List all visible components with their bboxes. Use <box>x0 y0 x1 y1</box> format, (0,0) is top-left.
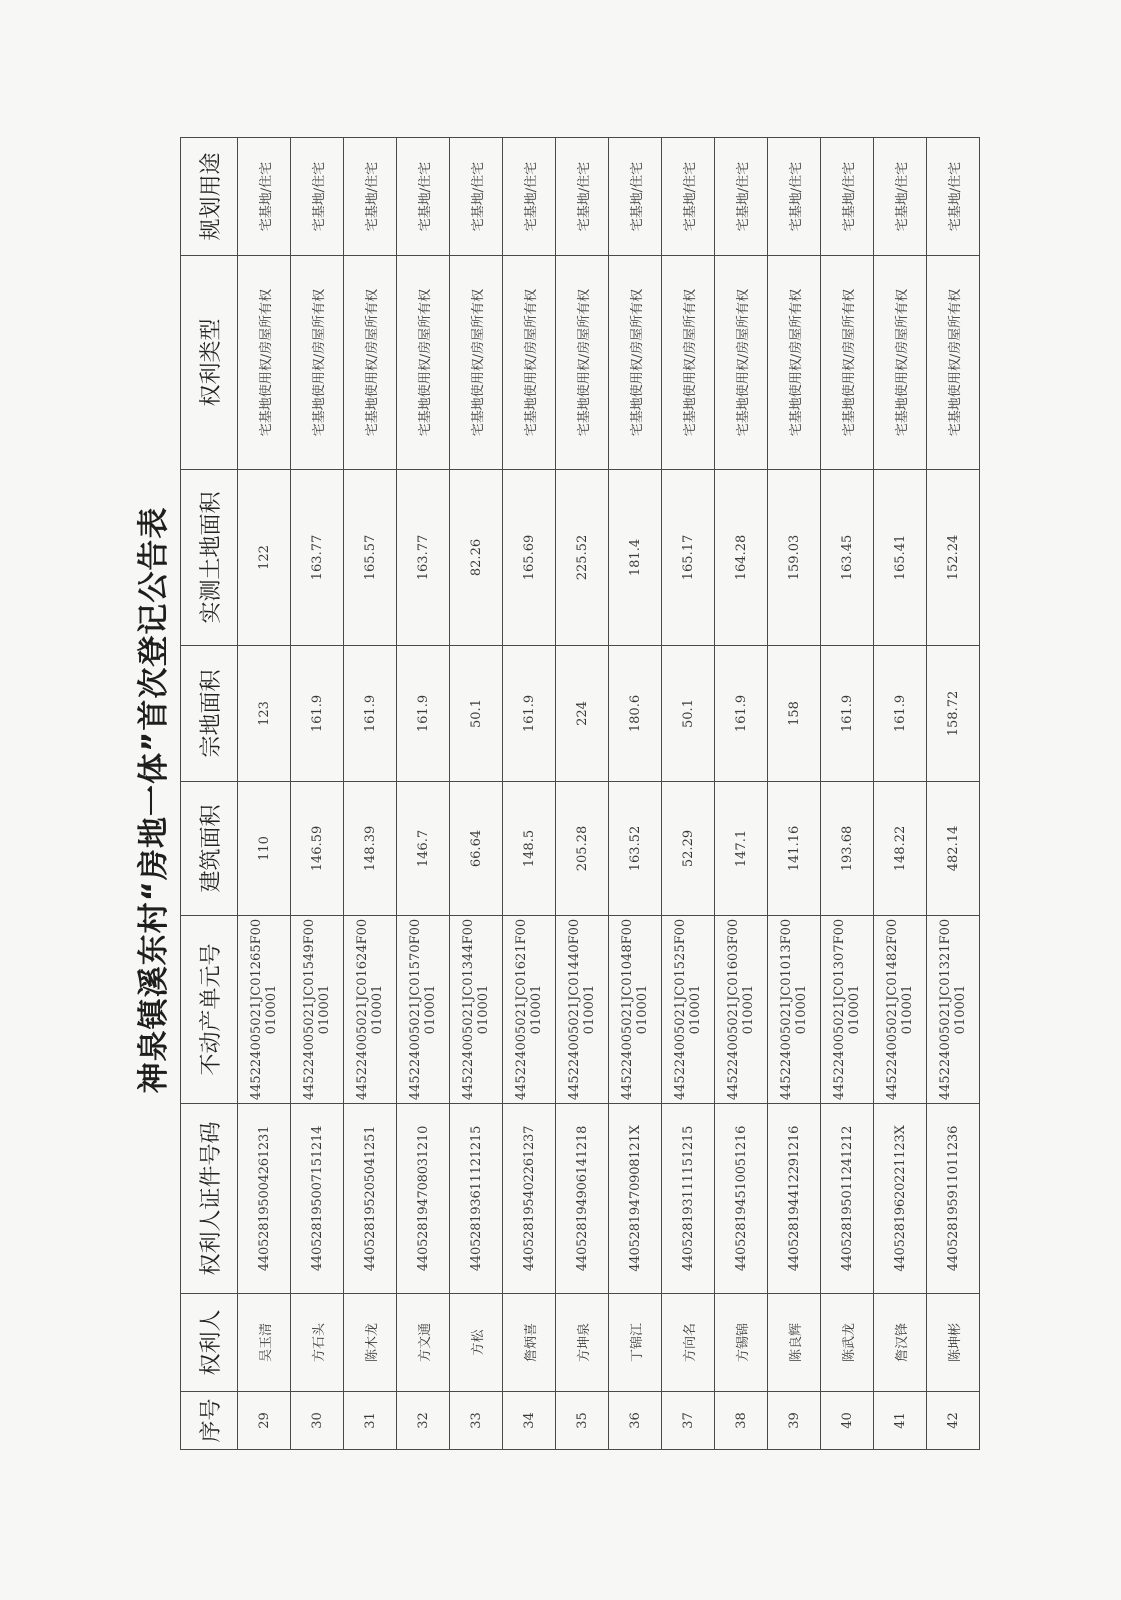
table-row <box>662 138 715 1450</box>
cell-seq: 38 <box>715 1392 768 1450</box>
cell-survey-land-area: 163.45 <box>821 470 874 646</box>
cell-id-no: 440528194412291216 <box>768 1104 821 1294</box>
cell-survey-land-area: 181.4 <box>609 470 662 646</box>
cell-survey-land-area: 122 <box>238 470 291 646</box>
cell-parcel-area: 158.72 <box>927 646 980 782</box>
header-parcel-area: 宗地面积 <box>181 646 238 782</box>
cell-survey-land-area: 165.17 <box>662 470 715 646</box>
table-row <box>503 138 556 1450</box>
cell-building-area: 146.7 <box>397 782 450 916</box>
cell-id-no: 44052819470908121X <box>609 1104 662 1294</box>
cell-id-no: 440528195007151214 <box>291 1104 344 1294</box>
cell-seq: 39 <box>768 1392 821 1450</box>
cell-parcel-area: 161.9 <box>503 646 556 782</box>
cell-seq: 35 <box>556 1392 609 1450</box>
cell-id-no: 440528195011241212 <box>821 1104 874 1294</box>
cell-id-no: 440528195911011236 <box>927 1104 980 1294</box>
cell-unit-no: 445224005021JC01621F00010001 <box>503 916 556 1104</box>
cell-owner: 方锡锦 <box>715 1294 768 1392</box>
cell-building-area: 205.28 <box>556 782 609 916</box>
cell-planned-use: 宅基地/住宅 <box>397 138 450 256</box>
header-building-area: 建筑面积 <box>181 782 238 916</box>
header-planned-use: 规划用途 <box>181 138 238 256</box>
cell-planned-use: 宅基地/住宅 <box>609 138 662 256</box>
cell-right-type: 宅基地使用权/房屋所有权 <box>397 256 450 470</box>
cell-right-type: 宅基地使用权/房屋所有权 <box>821 256 874 470</box>
header-id-no: 权利人证件号码 <box>181 1104 238 1294</box>
cell-id-no: 440528195402261237 <box>503 1104 556 1294</box>
cell-survey-land-area: 163.77 <box>397 470 450 646</box>
cell-survey-land-area: 225.52 <box>556 470 609 646</box>
cell-unit-no: 445224005021JC01265F00010001 <box>238 916 291 1104</box>
cell-parcel-area: 161.9 <box>715 646 768 782</box>
table-row <box>821 138 874 1450</box>
cell-seq: 31 <box>344 1392 397 1450</box>
cell-parcel-area: 224 <box>556 646 609 782</box>
cell-planned-use: 宅基地/住宅 <box>556 138 609 256</box>
cell-survey-land-area: 165.69 <box>503 470 556 646</box>
cell-unit-no: 445224005021JC01549F00010001 <box>291 916 344 1104</box>
table-row <box>874 138 927 1450</box>
cell-id-no: 440528195004261231 <box>238 1104 291 1294</box>
cell-seq: 40 <box>821 1392 874 1450</box>
cell-planned-use: 宅基地/住宅 <box>874 138 927 256</box>
cell-survey-land-area: 82.26 <box>450 470 503 646</box>
cell-right-type: 宅基地使用权/房屋所有权 <box>344 256 397 470</box>
cell-planned-use: 宅基地/住宅 <box>344 138 397 256</box>
cell-building-area: 141.16 <box>768 782 821 916</box>
cell-seq: 41 <box>874 1392 927 1450</box>
cell-seq: 33 <box>450 1392 503 1450</box>
cell-seq: 32 <box>397 1392 450 1450</box>
cell-building-area: 110 <box>238 782 291 916</box>
cell-unit-no: 445224005021JC01570F00010001 <box>397 916 450 1104</box>
cell-id-no: 440528194510051216 <box>715 1104 768 1294</box>
cell-building-area: 482.14 <box>927 782 980 916</box>
cell-parcel-area: 161.9 <box>344 646 397 782</box>
cell-right-type: 宅基地使用权/房屋所有权 <box>609 256 662 470</box>
header-survey-land-area: 实测土地面积 <box>181 470 238 646</box>
cell-building-area: 146.59 <box>291 782 344 916</box>
cell-survey-land-area: 165.41 <box>874 470 927 646</box>
cell-right-type: 宅基地使用权/房屋所有权 <box>768 256 821 470</box>
cell-parcel-area: 180.6 <box>609 646 662 782</box>
registration-table <box>180 137 980 1450</box>
cell-planned-use: 宅基地/住宅 <box>450 138 503 256</box>
cell-owner: 陈坤彬 <box>927 1294 980 1392</box>
cell-owner: 方松 <box>450 1294 503 1392</box>
cell-unit-no: 445224005021JC01603F00010001 <box>715 916 768 1104</box>
cell-unit-no: 445224005021JC01013F00010001 <box>768 916 821 1104</box>
cell-survey-land-area: 165.57 <box>344 470 397 646</box>
page-title: 神泉镇溪东村“房地一体”首次登记公告表 <box>136 506 172 1094</box>
cell-survey-land-area: 164.28 <box>715 470 768 646</box>
table-row <box>927 138 980 1450</box>
cell-building-area: 148.22 <box>874 782 927 916</box>
cell-owner: 詹汉锋 <box>874 1294 927 1392</box>
table-row <box>556 138 609 1450</box>
table-row <box>291 138 344 1450</box>
table-row <box>238 138 291 1450</box>
cell-unit-no: 445224005021JC01482F00010001 <box>874 916 927 1104</box>
cell-owner: 丁锦江 <box>609 1294 662 1392</box>
cell-right-type: 宅基地使用权/房屋所有权 <box>503 256 556 470</box>
cell-right-type: 宅基地使用权/房屋所有权 <box>662 256 715 470</box>
cell-owner: 陈武龙 <box>821 1294 874 1392</box>
table-header-row <box>181 138 238 1450</box>
cell-survey-land-area: 163.77 <box>291 470 344 646</box>
cell-seq: 29 <box>238 1392 291 1450</box>
cell-unit-no: 445224005021JC01321F00010001 <box>927 916 980 1104</box>
table-row <box>344 138 397 1450</box>
table-row <box>450 138 503 1450</box>
table-body <box>238 138 980 1450</box>
cell-id-no: 440528194906141218 <box>556 1104 609 1294</box>
cell-owner: 陈良辉 <box>768 1294 821 1392</box>
cell-seq: 37 <box>662 1392 715 1450</box>
header-unit-no: 不动产单元号 <box>181 916 238 1104</box>
cell-building-area: 148.39 <box>344 782 397 916</box>
cell-planned-use: 宅基地/住宅 <box>662 138 715 256</box>
cell-right-type: 宅基地使用权/房屋所有权 <box>927 256 980 470</box>
cell-owner: 吴玉清 <box>238 1294 291 1392</box>
cell-survey-land-area: 152.24 <box>927 470 980 646</box>
cell-unit-no: 445224005021JC01048F00010001 <box>609 916 662 1104</box>
cell-planned-use: 宅基地/住宅 <box>715 138 768 256</box>
cell-unit-no: 445224005021JC01624F00010001 <box>344 916 397 1104</box>
cell-unit-no: 445224005021JC01307F00010001 <box>821 916 874 1104</box>
cell-parcel-area: 158 <box>768 646 821 782</box>
cell-parcel-area: 161.9 <box>397 646 450 782</box>
cell-id-no: 44052819620221123X <box>874 1104 927 1294</box>
cell-planned-use: 宅基地/住宅 <box>927 138 980 256</box>
table-row <box>768 138 821 1450</box>
header-right-type: 权利类型 <box>181 256 238 470</box>
header-owner: 权利人 <box>181 1294 238 1392</box>
cell-parcel-area: 50.1 <box>662 646 715 782</box>
cell-right-type: 宅基地使用权/房屋所有权 <box>450 256 503 470</box>
cell-building-area: 52.29 <box>662 782 715 916</box>
cell-owner: 詹炳喜 <box>503 1294 556 1392</box>
header-seq: 序号 <box>181 1392 238 1450</box>
table-row <box>609 138 662 1450</box>
table-row <box>715 138 768 1450</box>
cell-building-area: 66.64 <box>450 782 503 916</box>
cell-unit-no: 445224005021JC01344F00010001 <box>450 916 503 1104</box>
cell-planned-use: 宅基地/住宅 <box>503 138 556 256</box>
cell-id-no: 440528194708031210 <box>397 1104 450 1294</box>
cell-seq: 30 <box>291 1392 344 1450</box>
cell-planned-use: 宅基地/住宅 <box>821 138 874 256</box>
cell-parcel-area: 161.9 <box>874 646 927 782</box>
cell-seq: 36 <box>609 1392 662 1450</box>
cell-seq: 42 <box>927 1392 980 1450</box>
cell-owner: 方文通 <box>397 1294 450 1392</box>
cell-right-type: 宅基地使用权/房屋所有权 <box>715 256 768 470</box>
cell-planned-use: 宅基地/住宅 <box>291 138 344 256</box>
cell-right-type: 宅基地使用权/房屋所有权 <box>556 256 609 470</box>
cell-building-area: 163.52 <box>609 782 662 916</box>
cell-survey-land-area: 159.03 <box>768 470 821 646</box>
cell-unit-no: 445224005021JC01525F00010001 <box>662 916 715 1104</box>
cell-building-area: 147.1 <box>715 782 768 916</box>
cell-parcel-area: 161.9 <box>291 646 344 782</box>
cell-parcel-area: 50.1 <box>450 646 503 782</box>
cell-owner: 方坤泉 <box>556 1294 609 1392</box>
cell-right-type: 宅基地使用权/房屋所有权 <box>874 256 927 470</box>
cell-owner: 陈木龙 <box>344 1294 397 1392</box>
cell-owner: 方向名 <box>662 1294 715 1392</box>
cell-parcel-area: 161.9 <box>821 646 874 782</box>
cell-id-no: 440528195205041251 <box>344 1104 397 1294</box>
cell-right-type: 宅基地使用权/房屋所有权 <box>238 256 291 470</box>
cell-seq: 34 <box>503 1392 556 1450</box>
table-row <box>397 138 450 1450</box>
cell-right-type: 宅基地使用权/房屋所有权 <box>291 256 344 470</box>
cell-planned-use: 宅基地/住宅 <box>238 138 291 256</box>
cell-id-no: 440528193111151215 <box>662 1104 715 1294</box>
cell-building-area: 193.68 <box>821 782 874 916</box>
cell-owner: 方石头 <box>291 1294 344 1392</box>
cell-planned-use: 宅基地/住宅 <box>768 138 821 256</box>
cell-parcel-area: 123 <box>238 646 291 782</box>
cell-id-no: 440528193611121215 <box>450 1104 503 1294</box>
cell-building-area: 148.5 <box>503 782 556 916</box>
cell-unit-no: 445224005021JC01440F00010001 <box>556 916 609 1104</box>
